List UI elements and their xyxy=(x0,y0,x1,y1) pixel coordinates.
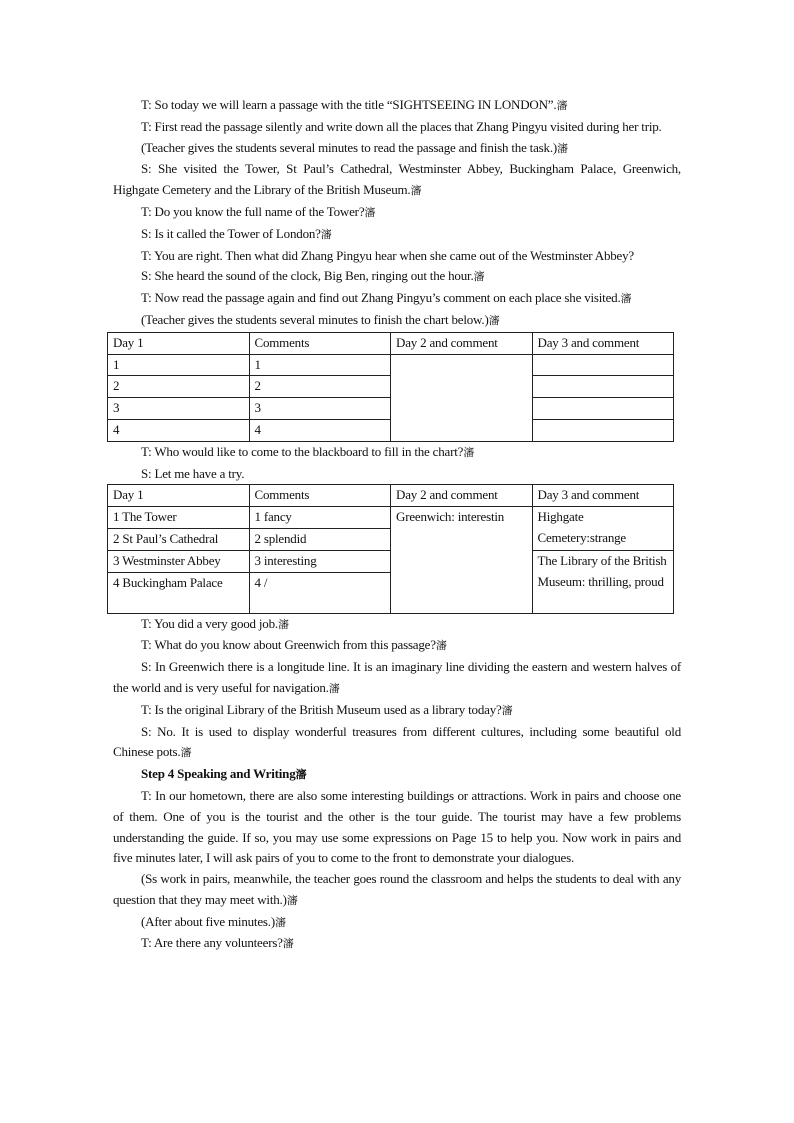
step-heading xyxy=(113,764,681,786)
header-cell: Day 2 and comment xyxy=(391,485,533,507)
cell xyxy=(532,354,674,376)
marker: 瀋 xyxy=(488,313,500,327)
cell xyxy=(532,398,674,420)
paragraph xyxy=(113,635,681,657)
header-cell: Day 1 xyxy=(108,332,250,354)
paragraph-text: T: Now read the passage again and find out Zhang Pingyu’s comment on each place she visited. xyxy=(141,290,621,306)
paragraph xyxy=(113,266,681,288)
table-row xyxy=(108,507,674,529)
paragraph-text: (Ss work in pairs, meanwhile, the teacher goes round the classroom and helps the students to deal with any question that they may meet with.) xyxy=(113,871,681,907)
paragraph-text: T: In our hometown, there are also some interesting buildings or attractions. Work in pairs and choose one of them. One of you is the tourist and the other is the tour guide. The tourist may have a few problems understanding the guide. If so, you may use some expressions on Page 15 to help you. Now work in pairs and five minutes later, I will ask pairs of you to come to the front to demonstrate your dialogues. xyxy=(113,787,681,866)
marker: 瀋 xyxy=(501,703,513,717)
cell: 3 xyxy=(249,398,391,420)
day2-cell xyxy=(391,354,533,441)
paragraph xyxy=(113,464,681,485)
cell: 1 xyxy=(108,354,250,376)
paragraph xyxy=(113,138,681,160)
marker: 瀋 xyxy=(286,893,298,907)
paragraph-text: T: So today we will learn a passage with the title “SIGHTSEEING IN LONDON”. xyxy=(141,97,557,112)
cell: 1 The Tower xyxy=(108,507,250,529)
marker: 瀋 xyxy=(557,141,568,155)
paragraph xyxy=(113,933,681,955)
cell: 2 xyxy=(249,376,391,398)
dialogue-section-2 xyxy=(113,442,681,485)
marker: 瀋 xyxy=(274,915,286,929)
cell xyxy=(532,419,674,441)
paragraph-text: S: Let me have a try. xyxy=(141,465,245,481)
paragraph-text: T: You are right. Then what did Zhang Pingyu hear when she came out of the Westminster Abbey? xyxy=(141,247,634,263)
paragraph-text: T: Do you know the full name of the Tower? xyxy=(141,203,365,219)
dialogue-section-3 xyxy=(113,614,681,765)
marker: 瀋 xyxy=(556,99,568,112)
dialogue-section-1 xyxy=(113,95,681,332)
table-row xyxy=(108,354,674,376)
paragraph-text: T: Is the original Library of the British Museum used as a library today? xyxy=(141,701,502,717)
paragraph xyxy=(113,700,681,722)
cell: 3 xyxy=(108,398,250,420)
cell: 4 Buckingham Palace xyxy=(108,572,250,613)
paragraph xyxy=(113,310,681,332)
marker: 瀋 xyxy=(277,617,289,631)
cell: 2 St Paul’s Cathedral xyxy=(108,528,250,550)
paragraph xyxy=(113,869,681,912)
cell: 2 splendid xyxy=(249,528,391,550)
paragraph-text: T: What do you know about Greenwich from this passage? xyxy=(141,637,436,653)
paragraph xyxy=(113,657,681,700)
paragraph xyxy=(113,288,681,310)
marker: 瀋 xyxy=(473,270,485,284)
cell: 4 xyxy=(249,419,391,441)
paragraph-text: T: Who would like to come to the blackboard to fill in the chart? xyxy=(141,443,464,459)
table-header-row xyxy=(108,332,674,354)
paragraph xyxy=(113,95,681,117)
marker: 瀋 xyxy=(620,292,632,306)
paragraph-text: S: No. It is used to display wonderful treasures from different cultures, including some beautiful old Chinese pots. xyxy=(113,723,681,760)
header-cell: Day 3 and comment xyxy=(532,485,674,507)
day3-cell: Highgate Cemetery:strange xyxy=(532,507,674,551)
chart-blank xyxy=(107,332,674,442)
marker: 瀋 xyxy=(180,746,192,760)
header-cell: Day 1 xyxy=(108,485,250,507)
document-page xyxy=(113,95,681,955)
paragraph-text: S: She visited the Tower, St Paul’s Cathedral, Westminster Abbey, Buckingham Palace, Greenwich, Highgate Cemetery and the Library of the British Museum. xyxy=(113,161,681,198)
paragraph xyxy=(113,159,681,202)
paragraph-text: T: You did a very good job. xyxy=(141,615,278,631)
cell: 2 xyxy=(108,376,250,398)
header-cell: Comments xyxy=(249,332,391,354)
paragraph-text: S: Is it called the Tower of London? xyxy=(141,225,321,241)
paragraph xyxy=(113,614,681,636)
step-heading-text: Step 4 Speaking and Writing xyxy=(141,766,296,782)
chart-filled xyxy=(107,484,674,613)
marker: 瀋 xyxy=(435,639,447,653)
paragraph xyxy=(113,202,681,224)
paragraph xyxy=(113,246,681,267)
cell: 1 xyxy=(249,354,391,376)
header-cell: Day 3 and comment xyxy=(532,332,674,354)
marker: 瀋 xyxy=(463,445,475,459)
paragraph-text: S: In Greenwich there is a longitude line. It is an imaginary line dividing the eastern and western halves of the world and is very useful for navigation. xyxy=(113,659,681,695)
header-cell: Comments xyxy=(249,485,391,507)
paragraph xyxy=(113,117,681,138)
paragraph xyxy=(113,224,681,246)
marker: 瀋 xyxy=(320,227,332,241)
paragraph-text: T: First read the passage silently and write down all the places that Zhang Pingyu visited during her trip. xyxy=(141,118,662,134)
paragraph xyxy=(113,786,681,869)
marker: 瀋 xyxy=(295,768,307,782)
marker: 瀋 xyxy=(410,184,422,198)
marker: 瀋 xyxy=(364,205,376,219)
paragraph-text: (Teacher gives the students several minutes to finish the chart below.) xyxy=(141,311,489,327)
paragraph xyxy=(113,442,681,464)
paragraph-text: T: Are there any volunteers? xyxy=(141,935,283,951)
cell: 3 Westminster Abbey xyxy=(108,550,250,572)
header-cell: Day 2 and comment xyxy=(391,332,533,354)
table-header-row xyxy=(108,485,674,507)
paragraph xyxy=(113,912,681,934)
marker: 瀋 xyxy=(282,937,294,951)
paragraph-text: S: She heard the sound of the clock, Big Ben, ringing out the hour. xyxy=(141,268,474,284)
dialogue-section-4 xyxy=(113,786,681,955)
paragraph-text: (After about five minutes.) xyxy=(141,913,275,929)
cell: 4 / xyxy=(249,572,391,613)
cell: 1 fancy xyxy=(249,507,391,529)
paragraph-text: (Teacher gives the students several minutes to read the passage and finish the task.) xyxy=(141,139,558,155)
day3-cell: The Library of the British Museum: thrilling, proud xyxy=(532,550,674,613)
paragraph xyxy=(113,722,681,765)
marker: 瀋 xyxy=(328,681,340,695)
day2-cell: Greenwich: interestin xyxy=(391,507,533,613)
cell: 4 xyxy=(108,419,250,441)
cell xyxy=(532,376,674,398)
cell: 3 interesting xyxy=(249,550,391,572)
